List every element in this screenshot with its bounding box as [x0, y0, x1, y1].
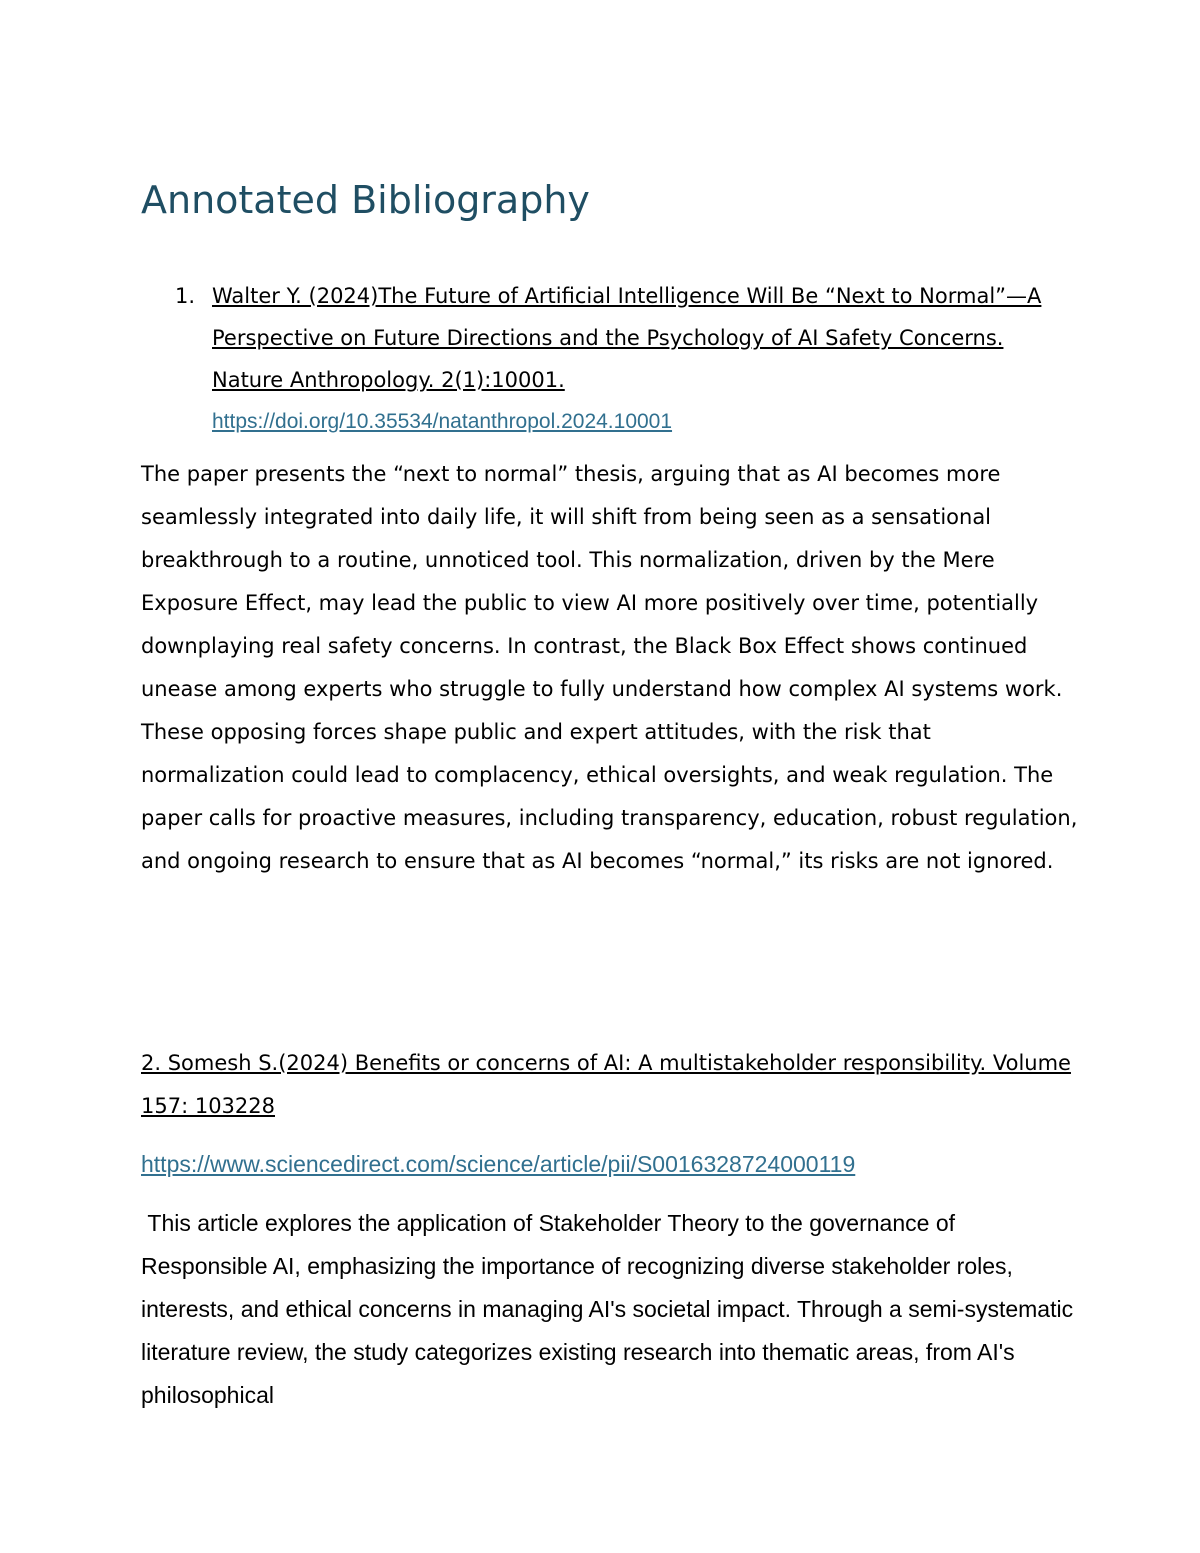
entry-body — [212, 275, 1071, 443]
bibliography-entry-1 — [141, 275, 1071, 443]
sciencedirect-link[interactable]: https://www.sciencedirect.com/science/article/pii/S0016328724000119 — [141, 1151, 856, 1177]
bibliography-entry-2-citation: 2. Somesh S.(2024) Benefits or concerns of AI: A multistakeholder responsibility. Volume 157: 103228 — [141, 1051, 1071, 1118]
annotation-paragraph-1: The paper presents the “next to normal” thesis, arguing that as AI becomes more seamlessly integrated into daily life, it will shift from being seen as a sensational breakthrough to a routine, unnoticed tool. This normalization, driven by the Mere Exposure Effect, may lead the public to view AI more positively over time, potentially downplaying real safety concerns. In contrast, the Black Box Effect shows continued unease among experts who struggle to fully understand how complex AI systems work. These opposing forces shape public and expert attitudes, with the risk that normalization could lead to complacency, ethical oversights, and weak regulation. The paper calls for proactive measures, including transparency, education, robust regulation, and ongoing research to ensure that as AI becomes “normal,” its risks are not ignored. — [141, 462, 1078, 873]
annotation-paragraph-2: This article explores the application of Stakeholder Theory to the governance of Responsible AI, emphasizing the importance of recognizing diverse stakeholder roles, interests, and ethical concerns in managing AI's societal impact. Through a semi-systematic literature review, the study categorizes existing research into thematic areas, from AI's philosophical — [141, 1210, 1080, 1408]
page-title: Annotated Bibliography — [141, 178, 590, 222]
doi-link[interactable]: https://doi.org/10.35534/natanthropol.2024.10001 — [212, 410, 673, 433]
entry-number: 1. — [175, 284, 196, 308]
entry-citation: Walter Y. (2024)The Future of Artificial Intelligence Will Be “Next to Normal”—A Perspective on Future Directions and the Psychology of AI Safety Concerns. Nature Anthropology. 2(1):10001. — [212, 284, 1042, 392]
